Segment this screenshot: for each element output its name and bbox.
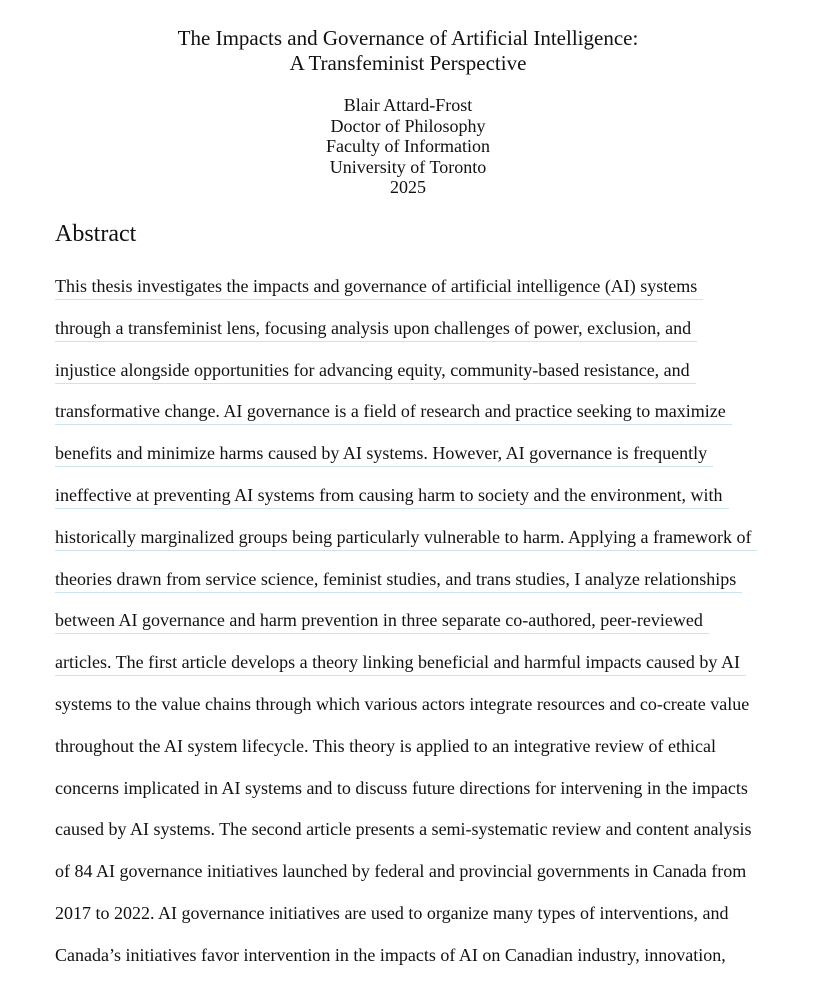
abstract-line (55, 314, 775, 356)
abstract-line-text: systems to the value chains through which various actors integrate resources and co-create value (55, 693, 750, 714)
author-info (0, 95, 814, 198)
abstract-line (55, 941, 775, 983)
year: 2025 (390, 177, 426, 198)
abstract-line-text: 2017 to 2022. AI governance initiatives are used to organize many types of interventions, and (55, 902, 729, 923)
abstract-line-text: of 84 AI governance initiatives launched by federal and provincial governments in Canada from (55, 861, 747, 882)
degree: Doctor of Philosophy (330, 115, 486, 136)
abstract-line (55, 857, 775, 899)
abstract-line-text: This thesis investigates the impacts and governance of artificial intelligence (AI) systems (55, 273, 703, 300)
abstract-line (55, 899, 775, 941)
title-line-1: The Impacts and Governance of Artificial Intelligence: (177, 26, 639, 50)
document-title (0, 26, 814, 76)
abstract-line-text: theories drawn from service science, feminist studies, and trans studies, I analyze relationships (55, 566, 742, 593)
abstract-body (55, 272, 775, 983)
abstract-line (55, 606, 775, 648)
abstract-line-text: through a transfeminist lens, focusing analysis upon challenges of power, exclusion, and (55, 315, 697, 342)
abstract-line-text: ineffective at preventing AI systems from causing harm to society and the environment, with (55, 482, 729, 509)
author-name: Blair Attard-Frost (343, 95, 473, 115)
faculty: Faculty of Information (326, 136, 490, 157)
title-line-2: A Transfeminist Perspective (289, 51, 527, 75)
abstract-line (55, 272, 775, 314)
abstract-line (55, 565, 775, 607)
abstract-line-text: throughout the AI system lifecycle. This theory is applied to an integrative review of ethical (55, 735, 716, 756)
abstract-line-text: concerns implicated in AI systems and to discuss future directions for intervening in the impacts (55, 777, 748, 798)
abstract-line (55, 481, 775, 523)
abstract-line (55, 815, 775, 857)
abstract-line (55, 690, 775, 732)
abstract-line-text: caused by AI systems. The second article presents a semi-systematic review and content analysis (55, 819, 752, 840)
abstract-line-text: injustice alongside opportunities for advancing equity, community-based resistance, and (55, 357, 696, 384)
abstract-heading: Abstract (55, 221, 137, 247)
abstract-line (55, 648, 775, 690)
abstract-line-text: historically marginalized groups being particularly vulnerable to harm. Applying a framework of (55, 524, 757, 551)
abstract-line-text: Canada’s initiatives favor intervention in the impacts of AI on Canadian industry, innovation, (55, 944, 726, 965)
abstract-line-text: transformative change. AI governance is a field of research and practice seeking to maximize (55, 398, 732, 425)
abstract-line (55, 356, 775, 398)
abstract-line (55, 397, 775, 439)
abstract-line-text: benefits and minimize harms caused by AI systems. However, AI governance is frequently (55, 440, 713, 467)
abstract-line (55, 523, 775, 565)
abstract-line (55, 774, 775, 816)
abstract-line-text: articles. The first article develops a theory linking beneficial and harmful impacts caused by AI (55, 649, 746, 676)
university: University of Toronto (329, 156, 487, 177)
abstract-line (55, 439, 775, 481)
abstract-line (55, 732, 775, 774)
abstract-line-text: between AI governance and harm prevention in three separate co-authored, peer-reviewed (55, 607, 709, 634)
